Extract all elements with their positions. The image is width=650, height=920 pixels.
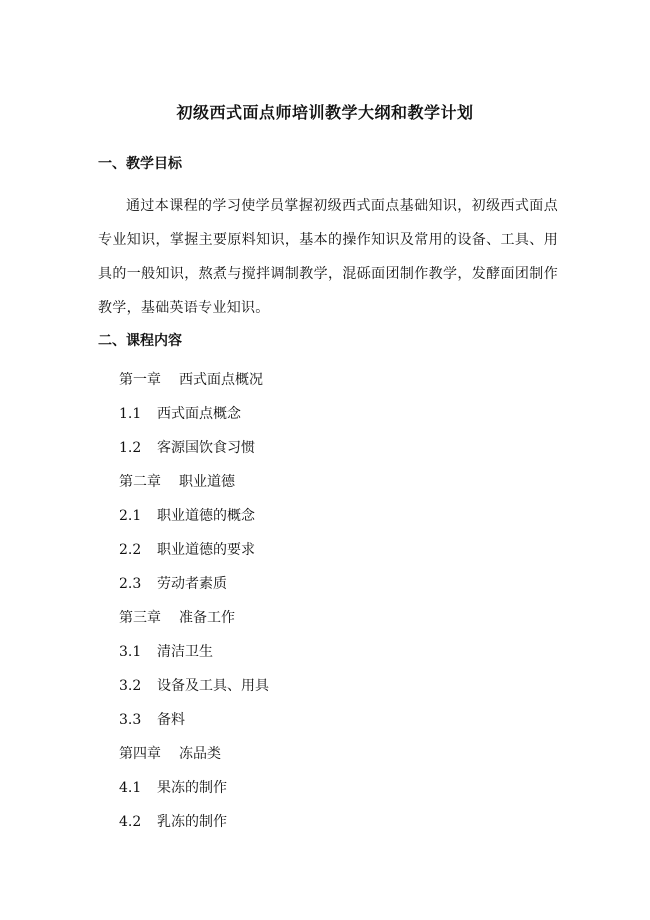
list-item: [119, 533, 269, 567]
item-title: 设备及工具、用具: [157, 678, 269, 694]
item-number: 1.2: [119, 440, 142, 456]
list-item: [119, 601, 269, 635]
chapter-title: 准备工作: [179, 610, 235, 626]
item-title: 职业道德的概念: [157, 508, 255, 524]
chapter-number: 第一章: [119, 372, 161, 388]
item-number: 2.1: [119, 508, 142, 524]
chapter-number: 第三章: [119, 610, 161, 626]
list-item: [119, 737, 269, 771]
list-item: [119, 499, 269, 533]
list-item: [119, 669, 269, 703]
list-item: [119, 465, 269, 499]
item-number: 3.1: [119, 644, 142, 660]
item-title: 乳冻的制作: [157, 814, 227, 830]
list-item: [119, 567, 269, 601]
chapter-number: 第四章: [119, 746, 161, 762]
item-number: 3.2: [119, 678, 142, 694]
item-number: 3.3: [119, 712, 142, 728]
item-title: 西式面点概念: [157, 406, 241, 422]
item-title: 劳动者素质: [157, 576, 227, 592]
list-item: [119, 805, 269, 839]
item-title: 清洁卫生: [157, 644, 213, 660]
section-heading-teaching-goals: 一、教学目标: [98, 156, 182, 172]
section-heading-course-content: 二、课程内容: [98, 333, 182, 349]
chapter-title: 西式面点概况: [179, 372, 263, 388]
list-item: [119, 431, 269, 465]
list-item: [119, 703, 269, 737]
teaching-goals-paragraph: 通过本课程的学习使学员掌握初级西式面点基础知识，初级西式面点专业知识，掌握主要原料知识，基本的操作知识及常用的设备、工具、用具的一般知识，熬煮与搅拌调制教学，混砾面团制作教学，发酵面团制作教学，基础英语专业知识。: [98, 198, 558, 316]
item-title: 客源国饮食习惯: [157, 440, 255, 456]
document-title: 初级西式面点师培训教学大纲和教学计划: [176, 103, 474, 122]
chapter-title: 冻品类: [179, 746, 221, 762]
item-number: 1.1: [119, 406, 142, 422]
chapter-number: 第二章: [119, 474, 161, 490]
list-item: [119, 397, 269, 431]
list-item: [119, 635, 269, 669]
chapter-title: 职业道德: [179, 474, 235, 490]
item-title: 果冻的制作: [157, 780, 227, 796]
item-number: 2.2: [119, 542, 142, 558]
item-title: 备料: [157, 712, 185, 728]
item-number: 2.3: [119, 576, 142, 592]
course-outline-list: [119, 363, 269, 839]
list-item: [119, 363, 269, 397]
item-title: 职业道德的要求: [157, 542, 255, 558]
item-number: 4.2: [119, 814, 142, 830]
item-number: 4.1: [119, 780, 142, 796]
list-item: [119, 771, 269, 805]
